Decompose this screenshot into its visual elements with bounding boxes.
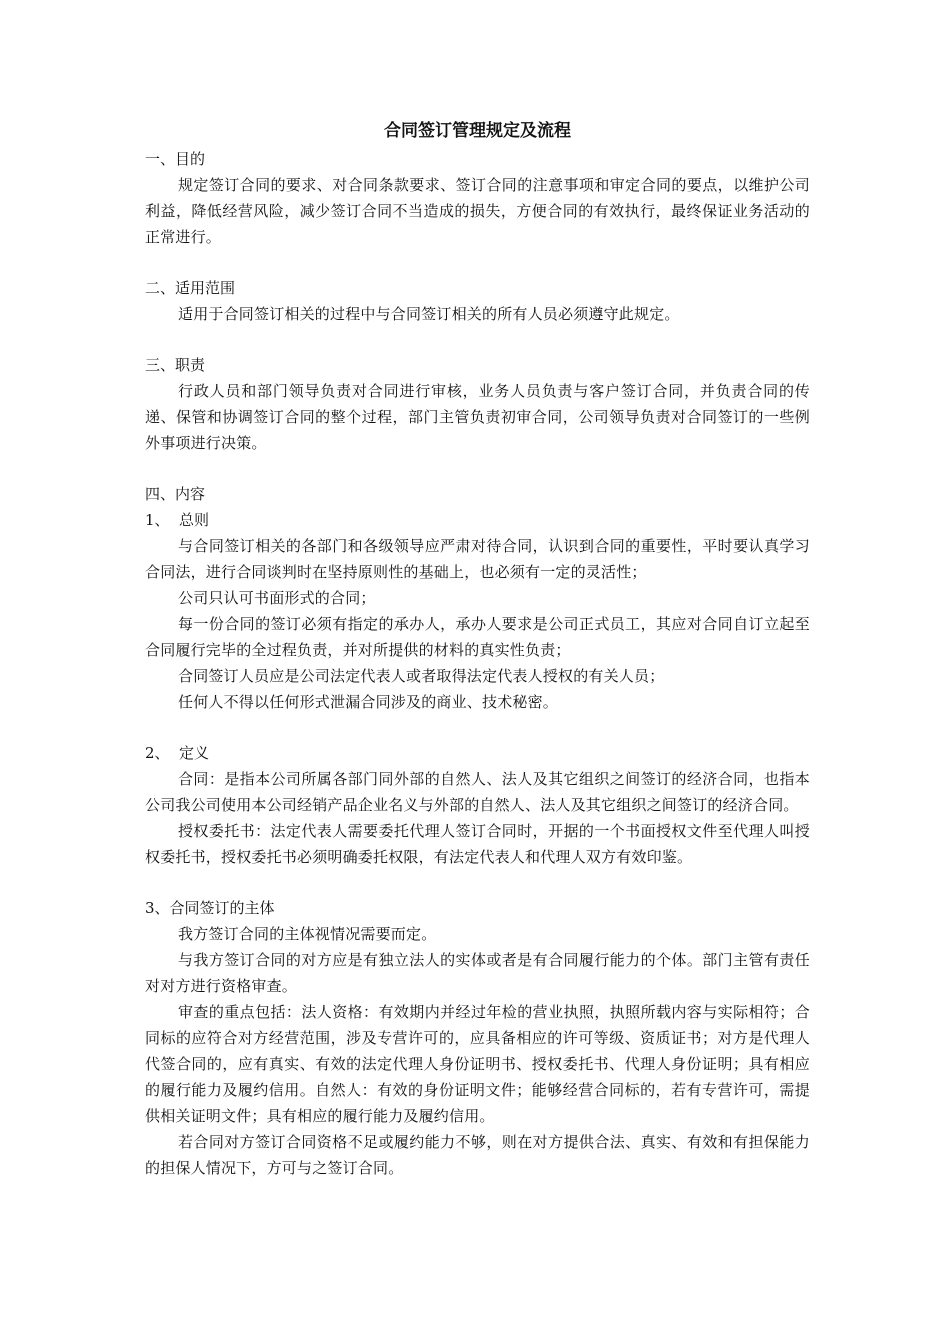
spacer <box>145 250 810 275</box>
subsection-title: 总则 <box>179 511 210 529</box>
paragraph: 合同：是指本公司所属各部门同外部的自然人、法人及其它组织之间签订的经济合同，也指本公司我公司使用本公司经销产品企业名义与外部的自然人、法人及其它组织之间签订的经济合同。 <box>145 770 810 814</box>
section-responsibilities <box>145 352 810 456</box>
subsection-number: 1、 <box>145 511 170 529</box>
paragraph: 规定签订合同的要求、对合同条款要求、签订合同的注意事项和审定合同的要点，以维护公司利益，降低经营风险，减少签订合同不当造成的损失，方便合同的有效执行，最终保证业务活动的正常进行。 <box>145 176 810 246</box>
paragraph: 合同签订人员应是公司法定代表人或者取得法定代表人授权的有关人员； <box>178 667 665 685</box>
paragraph: 若合同对方签订合同资格不足或履约能力不够，则在对方提供合法、真实、有效和有担保能力的担保人情况下，方可与之签订合同。 <box>145 1133 810 1177</box>
section-heading: 二、适用范围 <box>145 279 236 297</box>
document-title: 合同签订管理规定及流程 <box>384 121 571 141</box>
subsection-title: 定义 <box>179 744 210 762</box>
paragraph: 与我方签订合同的对方应是有独立法人的实体或者是有合同履行能力的个体。部门主管有责任对对方进行资格审查。 <box>145 951 810 995</box>
subsection-definitions <box>145 740 810 870</box>
paragraph: 行政人员和部门领导负责对合同进行审核，业务人员负责与客户签订合同，并负责合同的传递、保管和协调签订合同的整个过程，部门主管负责初审合同，公司领导负责对合同签订的一些例外事项进行决策。 <box>145 382 810 452</box>
subsection-heading <box>145 895 810 921</box>
document-page <box>145 118 810 1181</box>
paragraph: 审查的重点包括：法人资格：有效期内并经过年检的营业执照，执照所载内容与实际相符；合同标的应符合对方经营范围，涉及专营许可的，应具备相应的许可等级、资质证书；对方是代理人代签合同的，应有真实、有效的法定代理人身份证明书、授权委托书、代理人身份证明；具有相应的履行能力及履约信用。自然人：有效的身份证明文件；能够经营合同标的，若有专营许可，需提供相关证明文件；具有相应的履行能力及履约信用。 <box>145 1003 810 1125</box>
paragraph: 公司只认可书面形式的合同； <box>178 589 376 607</box>
section-heading: 四、内容 <box>145 485 206 503</box>
subsection-title: 合同签订的主体 <box>169 899 275 917</box>
subsection-number: 2、 <box>145 744 170 762</box>
paragraph: 我方签订合同的主体视情况需要而定。 <box>178 925 437 943</box>
paragraph: 授权委托书：法定代表人需要委托代理人签订合同时，开据的一个书面授权文件至代理人叫授权委托书，授权委托书必须明确委托权限，有法定代表人和代理人双方有效印鉴。 <box>145 822 810 866</box>
subsection-general <box>145 507 810 715</box>
spacer <box>145 870 810 895</box>
subsection-number: 3、 <box>145 899 170 917</box>
spacer <box>145 327 810 352</box>
section-purpose <box>145 146 810 250</box>
subsection-contract-parties <box>145 895 810 1181</box>
paragraph: 任何人不得以任何形式泄漏合同涉及的商业、技术秘密。 <box>178 693 559 711</box>
section-heading: 一、目的 <box>145 150 206 168</box>
paragraph: 每一份合同的签订必须有指定的承办人，承办人要求是公司正式员工，其应对合同自订立起至合同履行完毕的全过程负责，并对所提供的材料的真实性负责； <box>145 615 810 659</box>
subsection-heading <box>145 740 810 766</box>
paragraph: 适用于合同签订相关的过程中与合同签订相关的所有人员必须遵守此规定。 <box>178 305 680 323</box>
section-content <box>145 481 810 1181</box>
section-scope <box>145 275 810 327</box>
section-heading: 三、职责 <box>145 356 206 374</box>
subsection-heading <box>145 507 810 533</box>
paragraph: 与合同签订相关的各部门和各级领导应严肃对待合同，认识到合同的重要性，平时要认真学习合同法，进行合同谈判时在坚持原则性的基础上，也必须有一定的灵活性； <box>145 537 810 581</box>
spacer <box>145 715 810 740</box>
spacer <box>145 456 810 481</box>
